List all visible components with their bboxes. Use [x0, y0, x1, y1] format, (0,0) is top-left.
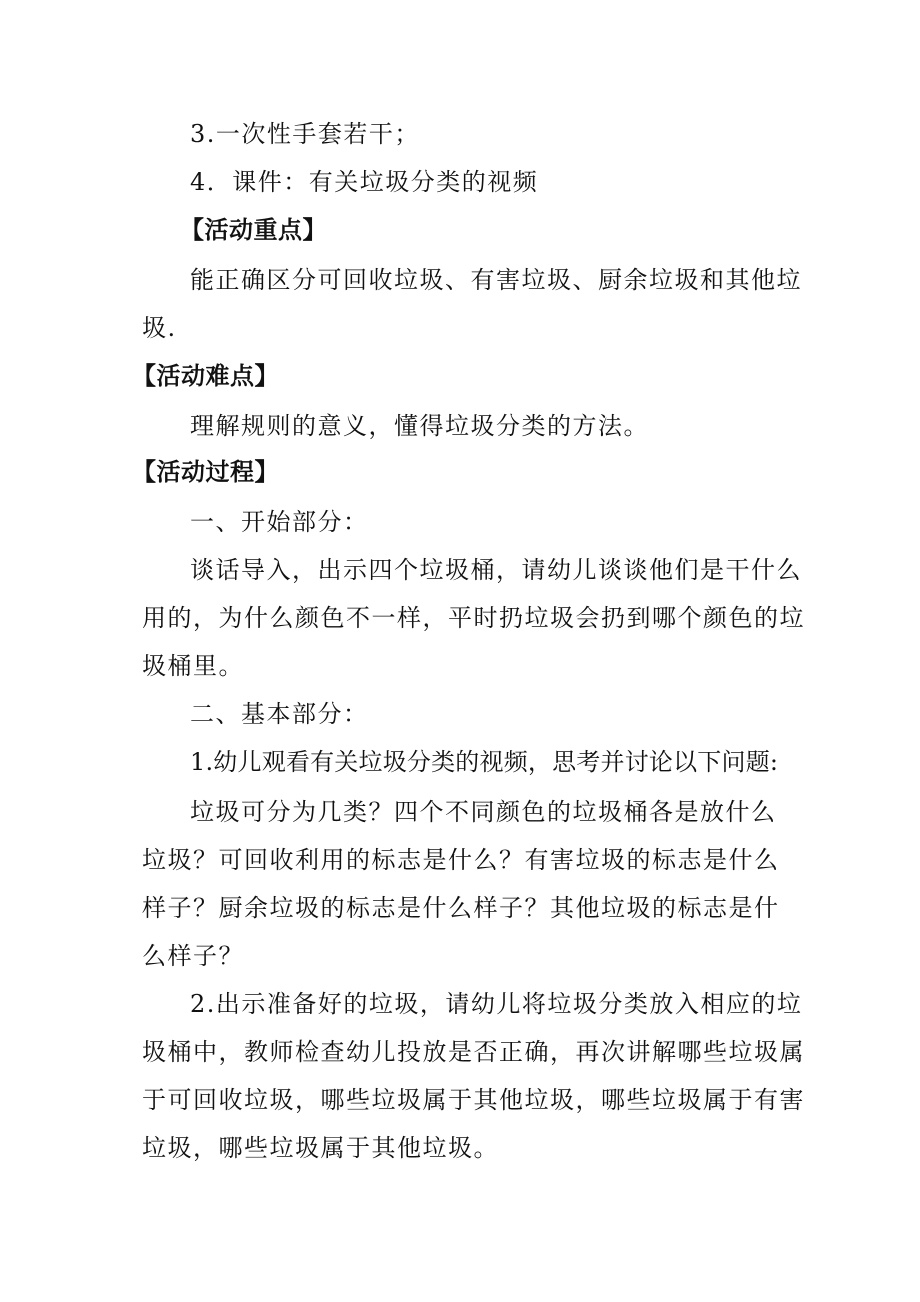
part-1-text-line-2: 用的，为什么颜色不一样，平时扔垃圾会扔到哪个颜色的垃	[142, 604, 805, 632]
part-1-title: 一、开始部分：	[190, 508, 369, 536]
part-1-text-line-1: 谈话导入，出示四个垃圾桶，请幼儿谈谈他们是干什么	[190, 556, 802, 584]
step-1-text-line-2: 垃圾可分为几类？四个不同颜色的垃圾桶各是放什么	[190, 798, 777, 826]
step-1-text-line-3: 垃圾？可回收利用的标志是什么？有害垃圾的标志是什么	[142, 846, 780, 874]
step-2-text-line-3: 于可回收垃圾，哪些垃圾属于其他垃圾，哪些垃圾属于有害	[142, 1086, 805, 1114]
step-1-text-line-4: 样子？厨余垃圾的标志是什么样子？其他垃圾的标志是什	[142, 894, 780, 922]
key-point-text-line-2: 圾.	[142, 314, 177, 342]
material-item-3: 3.一次性手套若干；	[190, 120, 420, 148]
step-2-text-line-1: 2.出示准备好的垃圾，请幼儿将垃圾分类放入相应的垃	[190, 990, 803, 1018]
heading-key-point: 【活动重点】	[180, 216, 327, 244]
difficulty-text: 理解规则的意义，懂得垃圾分类的方法。	[190, 412, 649, 440]
part-1-text-line-3: 圾桶里。	[142, 652, 244, 680]
step-2-text-line-4: 垃圾，哪些垃圾属于其他垃圾。	[142, 1134, 499, 1162]
step-1-text-line-1: 1.幼儿观看有关垃圾分类的视频，思考并讨论以下问题:	[190, 748, 779, 776]
key-point-text-line-1: 能正确区分可回收垃圾、有害垃圾、厨余垃圾和其他垃	[190, 266, 802, 294]
heading-process: 【活动过程】	[132, 458, 279, 486]
part-2-title: 二、基本部分：	[190, 700, 369, 728]
step-2-text-line-2: 圾桶中，教师检查幼儿投放是否正确，再次讲解哪些垃圾属	[142, 1038, 805, 1066]
step-1-text-line-5: 么样子？	[142, 942, 244, 970]
heading-difficulty: 【活动难点】	[132, 362, 279, 390]
material-item-4: 4．课件：有关垃圾分类的视频	[190, 168, 539, 196]
